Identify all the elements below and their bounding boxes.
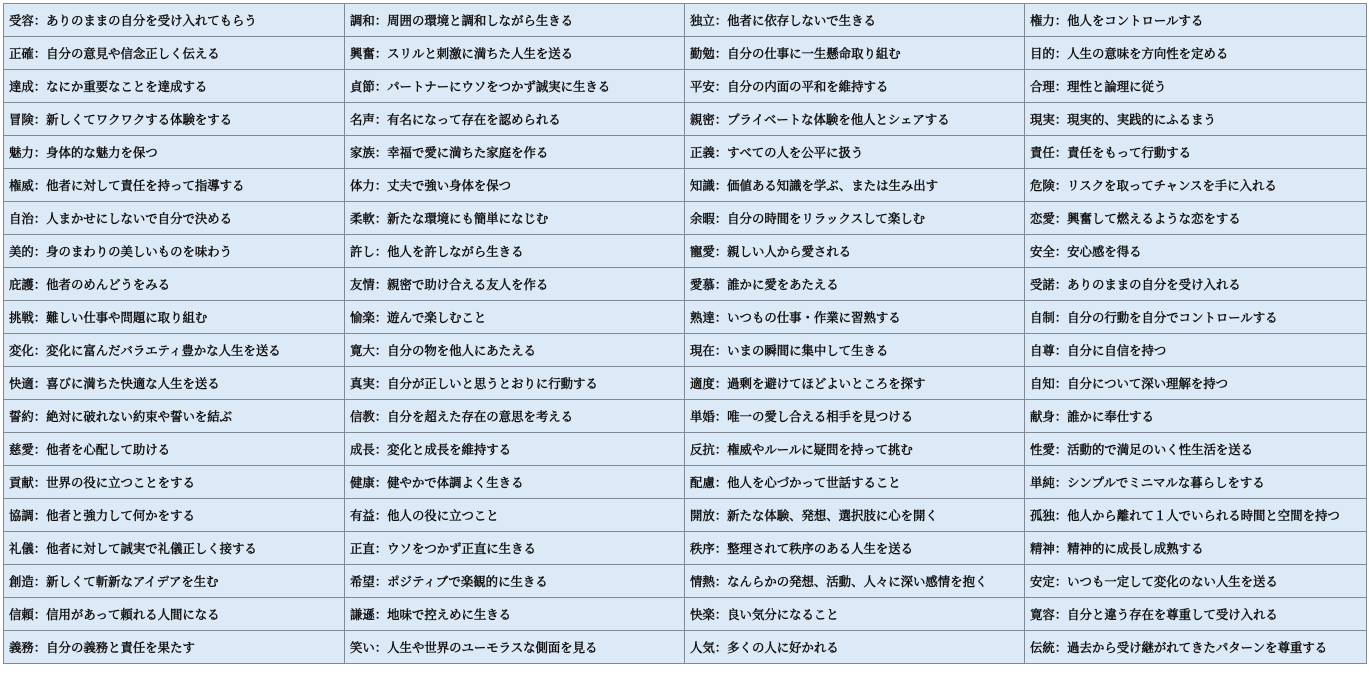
value-cell: 適度：過剰を避けてほどよいところを探す: [685, 367, 1025, 400]
table-row: [4, 268, 1367, 301]
value-cell: 寛容：自分と違う存在を尊重して受け入れる: [1025, 598, 1367, 631]
value-cell: 開放：新たな体験、発想、選択肢に心を開く: [685, 499, 1025, 532]
value-cell: 変化：変化に富んだバラエティ豊かな人生を送る: [4, 334, 345, 367]
value-cell: 伝統：過去から受け継がれてきたパターンを尊重する: [1025, 631, 1367, 664]
value-cell: 寵愛：親しい人から愛される: [685, 235, 1025, 268]
value-cell: 誓約：絶対に破れない約束や誓いを結ぶ: [4, 400, 345, 433]
value-cell: 協調：他者と強力して何かをする: [4, 499, 345, 532]
value-cell: 有益：他人の役に立つこと: [345, 499, 685, 532]
value-cell: 愛慕：誰かに愛をあたえる: [685, 268, 1025, 301]
value-cell: 創造：新しくて斬新なアイデアを生む: [4, 565, 345, 598]
value-cell: 配慮：他人を心づかって世話すること: [685, 466, 1025, 499]
table-row: [4, 169, 1367, 202]
value-cell: 快楽：良い気分になること: [685, 598, 1025, 631]
value-cell: 現実：現実的、実践的にふるまう: [1025, 103, 1367, 136]
value-cell: 快適：喜びに満ちた快適な人生を送る: [4, 367, 345, 400]
table-row: [4, 334, 1367, 367]
value-cell: 安全：安心感を得る: [1025, 235, 1367, 268]
value-cell: 恋愛：興奮して燃えるような恋をする: [1025, 202, 1367, 235]
table-row: [4, 4, 1367, 37]
value-cell: 柔軟：新たな環境にも簡単になじむ: [345, 202, 685, 235]
value-cell: 貞節：パートナーにウソをつかず誠実に生きる: [345, 70, 685, 103]
value-cell: 性愛：活動的で満足のいく性生活を送る: [1025, 433, 1367, 466]
value-cell: 献身：誰かに奉仕する: [1025, 400, 1367, 433]
value-cell: 自制：自分の行動を自分でコントロールする: [1025, 301, 1367, 334]
table-row: [4, 565, 1367, 598]
value-cell: 権力：他人をコントロールする: [1025, 4, 1367, 37]
value-cell: 信教：自分を超えた存在の意思を考える: [345, 400, 685, 433]
table-row: [4, 532, 1367, 565]
table-row: [4, 136, 1367, 169]
value-cell: 余暇：自分の時間をリラックスして楽しむ: [685, 202, 1025, 235]
table-row: [4, 301, 1367, 334]
value-cell: 独立：他者に依存しないで生きる: [685, 4, 1025, 37]
table-row: [4, 367, 1367, 400]
value-cell: 貢献：世界の役に立つことをする: [4, 466, 345, 499]
value-cell: 責任：責任をもって行動する: [1025, 136, 1367, 169]
value-cell: 家族：幸福で愛に満ちた家庭を作る: [345, 136, 685, 169]
value-cell: 単婚：唯一の愛し合える相手を見つける: [685, 400, 1025, 433]
value-cell: 受容：ありのままの自分を受け入れてもらう: [4, 4, 345, 37]
values-table-body: [4, 4, 1367, 664]
value-cell: 冒険：新しくてワクワクする体験をする: [4, 103, 345, 136]
value-cell: 庇護：他者のめんどうをみる: [4, 268, 345, 301]
value-cell: 自尊：自分に自信を持つ: [1025, 334, 1367, 367]
table-row: [4, 235, 1367, 268]
value-cell: 慈愛：他者を心配して助ける: [4, 433, 345, 466]
value-cell: 笑い：人生や世界のユーモラスな側面を見る: [345, 631, 685, 664]
value-cell: 自知：自分について深い理解を持つ: [1025, 367, 1367, 400]
value-cell: 正確：自分の意見や信念正しく伝える: [4, 37, 345, 70]
value-cell: 人気：多くの人に好かれる: [685, 631, 1025, 664]
table-row: [4, 37, 1367, 70]
value-cell: 情熱：なんらかの発想、活動、人々に深い感情を抱く: [685, 565, 1025, 598]
value-cell: 目的：人生の意味を方向性を定める: [1025, 37, 1367, 70]
value-cell: 信頼：信用があって頼れる人間になる: [4, 598, 345, 631]
value-cell: 礼儀：他者に対して誠実で礼儀正しく接する: [4, 532, 345, 565]
value-cell: 安定：いつも一定して変化のない人生を送る: [1025, 565, 1367, 598]
value-cell: 精神：精神的に成長し成熟する: [1025, 532, 1367, 565]
value-cell: 熟達：いつもの仕事・作業に習熟する: [685, 301, 1025, 334]
value-cell: 正義：すべての人を公平に扱う: [685, 136, 1025, 169]
value-cell: 現在：いまの瞬間に集中して生きる: [685, 334, 1025, 367]
table-row: [4, 598, 1367, 631]
value-cell: 名声：有名になって存在を認められる: [345, 103, 685, 136]
table-row: [4, 400, 1367, 433]
value-cell: 希望：ポジティブで楽観的に生きる: [345, 565, 685, 598]
value-cell: 孤独：他人から離れて１人でいられる時間と空間を持つ: [1025, 499, 1367, 532]
value-cell: 反抗：権威やルールに疑問を持って挑む: [685, 433, 1025, 466]
value-cell: 愉楽：遊んで楽しむこと: [345, 301, 685, 334]
table-row: [4, 433, 1367, 466]
value-cell: 親密：プライベートな体験を他人とシェアする: [685, 103, 1025, 136]
value-cell: 調和：周囲の環境と調和しながら生きる: [345, 4, 685, 37]
value-cell: 達成：なにか重要なことを達成する: [4, 70, 345, 103]
value-cell: 危険：リスクを取ってチャンスを手に入れる: [1025, 169, 1367, 202]
value-cell: 秩序：整理されて秩序のある人生を送る: [685, 532, 1025, 565]
value-cell: 寛大：自分の物を他人にあたえる: [345, 334, 685, 367]
value-cell: 自治：人まかせにしないで自分で決める: [4, 202, 345, 235]
value-cell: 義務：自分の義務と責任を果たす: [4, 631, 345, 664]
table-row: [4, 103, 1367, 136]
value-cell: 正直：ウソをつかず正直に生きる: [345, 532, 685, 565]
table-row: [4, 70, 1367, 103]
value-cell: 真実：自分が正しいと思うとおりに行動する: [345, 367, 685, 400]
value-cell: 受諾：ありのままの自分を受け入れる: [1025, 268, 1367, 301]
value-cell: 知識：価値ある知識を学ぶ、または生み出す: [685, 169, 1025, 202]
table-row: [4, 631, 1367, 664]
table-row: [4, 202, 1367, 235]
value-cell: 興奮：スリルと刺激に満ちた人生を送る: [345, 37, 685, 70]
value-cell: 健康：健やかで体調よく生きる: [345, 466, 685, 499]
table-row: [4, 499, 1367, 532]
value-cell: 成長：変化と成長を維持する: [345, 433, 685, 466]
value-cell: 謙遜：地味で控えめに生きる: [345, 598, 685, 631]
value-cell: 権威：他者に対して責任を持って指導する: [4, 169, 345, 202]
value-cell: 合理：理性と論理に従う: [1025, 70, 1367, 103]
value-cell: 挑戦：難しい仕事や問題に取り組む: [4, 301, 345, 334]
value-cell: 単純：シンプルでミニマルな暮らしをする: [1025, 466, 1367, 499]
value-cell: 美的：身のまわりの美しいものを味わう: [4, 235, 345, 268]
value-cell: 体力：丈夫で強い身体を保つ: [345, 169, 685, 202]
values-table: [3, 3, 1367, 664]
value-cell: 許し：他人を許しながら生きる: [345, 235, 685, 268]
table-row: [4, 466, 1367, 499]
value-cell: 友情：親密で助け合える友人を作る: [345, 268, 685, 301]
value-cell: 平安：自分の内面の平和を維持する: [685, 70, 1025, 103]
value-cell: 魅力：身体的な魅力を保つ: [4, 136, 345, 169]
value-cell: 勤勉：自分の仕事に一生懸命取り組む: [685, 37, 1025, 70]
